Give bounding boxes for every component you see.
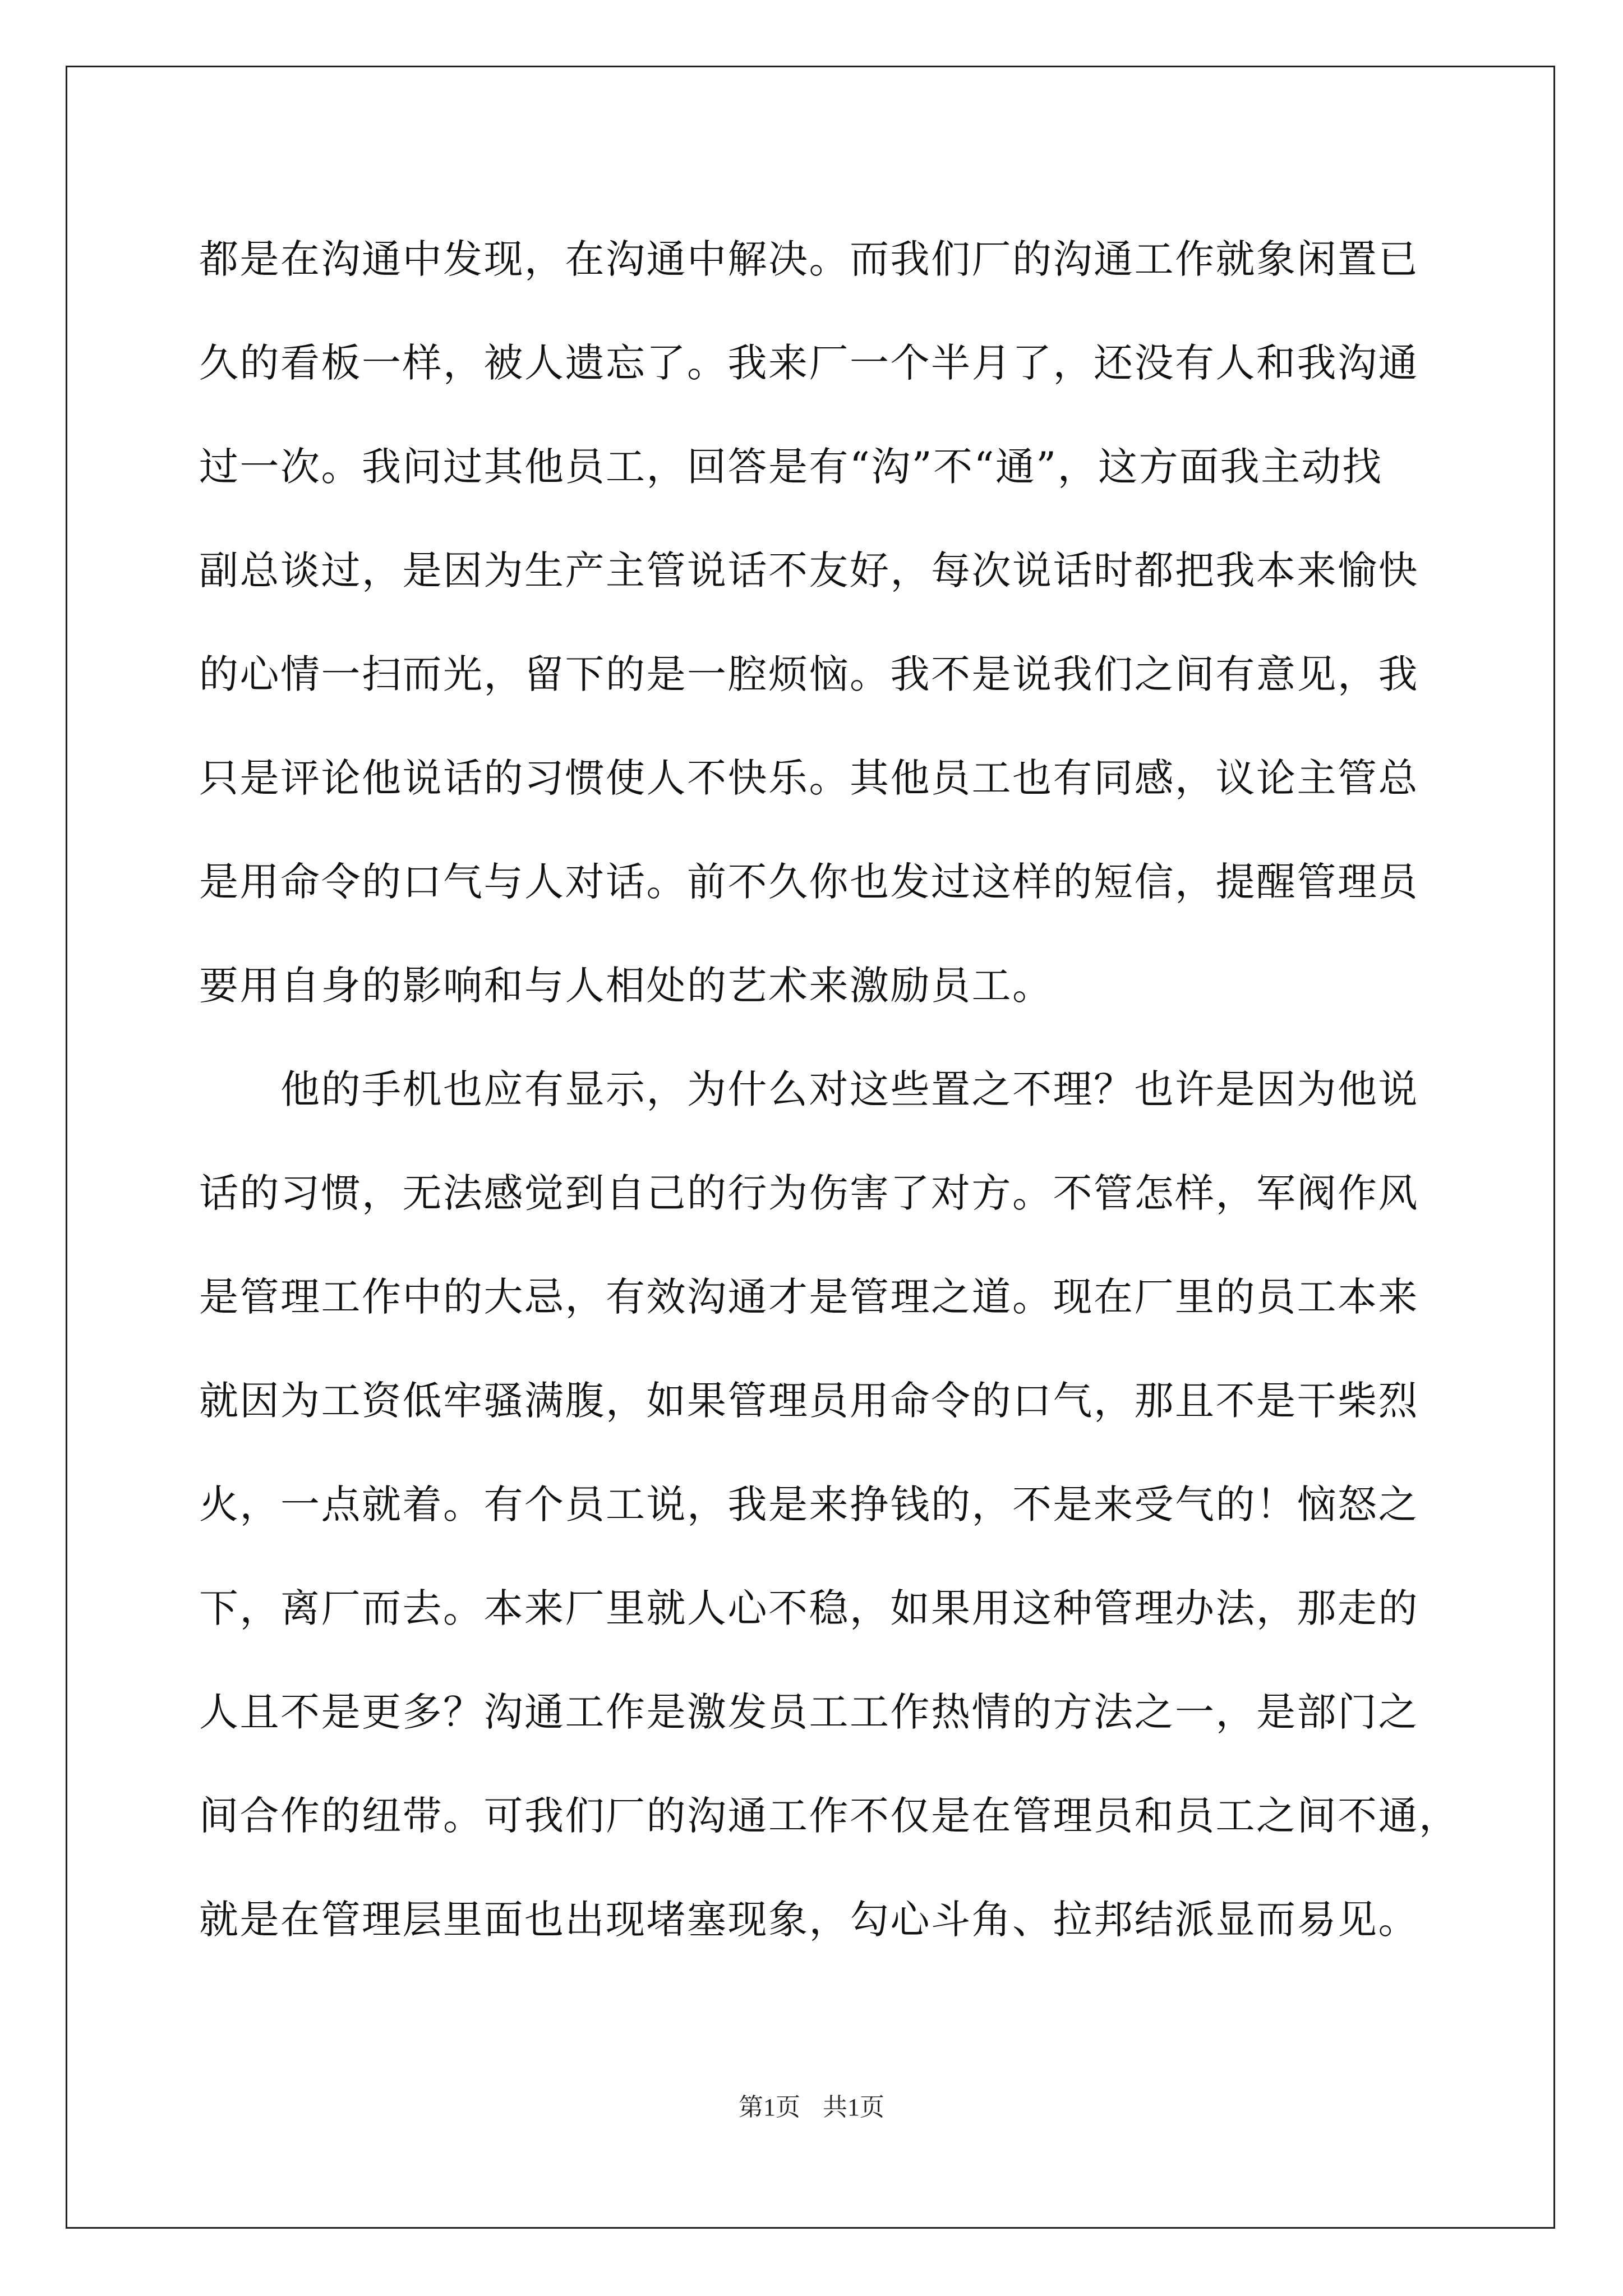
text-line: 副总谈过，是因为生产主管说话不友好，每次说话时都把我本来愉快 — [199, 547, 1419, 593]
text-line: 是用命令的口气与人对话。前不久你也发过这样的短信，提醒管理员 — [199, 859, 1419, 905]
text-line: 过一次。我问过其他员工，回答是有“沟”不“通”，这方面我主动找 — [199, 444, 1383, 490]
document-body — [199, 208, 1460, 1972]
text-line: 火，一点就着。有个员工说，我是来挣钱的，不是来受气的！恼怒之 — [199, 1481, 1419, 1527]
page-number: 第1页 — [739, 2093, 800, 2121]
text-line: 要用自身的影响和与人相处的艺术来激励员工。 — [199, 963, 1053, 1009]
text-line: 下，离厂而去。本来厂里就人心不稳，如果用这种管理办法，那走的 — [199, 1585, 1419, 1631]
page-total: 共1页 — [823, 2093, 884, 2121]
text-line: 都是在沟通中发现，在沟通中解决。而我们厂的沟通工作就象闲置已 — [199, 236, 1419, 282]
text-line: 就是在管理层里面也出现堵塞现象，勾心斗角、拉邦结派显而易见。 — [199, 1897, 1419, 1943]
text-line: 久的看板一样，被人遗忘了。我来厂一个半月了，还没有人和我沟通 — [199, 340, 1419, 386]
text-line: 只是评论他说话的习惯使人不快乐。其他员工也有同感，议论主管总 — [199, 755, 1419, 801]
text-line: 人且不是更多？沟通工作是激发员工工作热情的方法之一，是部门之 — [199, 1689, 1419, 1735]
text-line: 是管理工作中的大忌，有效沟通才是管理之道。现在厂里的员工本来 — [199, 1274, 1419, 1320]
page-footer — [0, 2087, 1623, 2123]
text-line: 间合作的纽带。可我们厂的沟通工作不仅是在管理员和员工之间不通， — [199, 1793, 1460, 1839]
text-line: 就因为工资低牢骚满腹，如果管理员用命令的口气，那且不是干柴烈 — [199, 1378, 1419, 1424]
text-line: 的心情一扫而光，留下的是一腔烦恼。我不是说我们之间有意见，我 — [199, 651, 1419, 697]
text-line: 话的习惯，无法感觉到自己的行为伤害了对方。不管怎样，军阀作风 — [199, 1170, 1419, 1216]
paragraph-start-line: 他的手机也应有显示，为什么对这些置之不理？也许是因为他说 — [199, 1066, 1419, 1112]
